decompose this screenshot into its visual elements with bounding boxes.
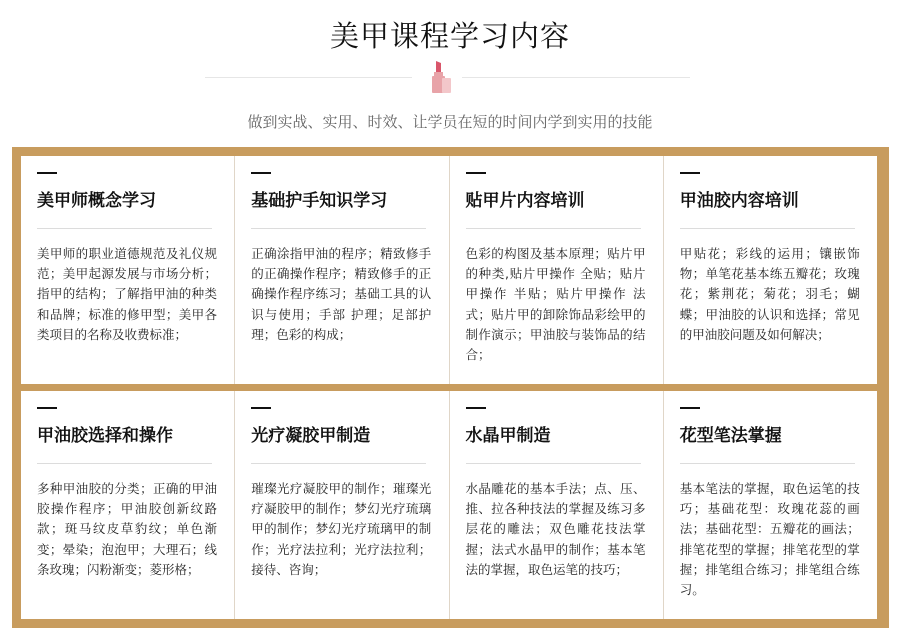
card-divider [680,463,855,464]
page-subtitle: 做到实战、实用、时效、让学员在短的时间内学到实用的技能 [247,113,653,131]
card-divider [680,228,855,229]
card-divider [37,463,212,464]
course-description: 甲贴花；彩线的运用；镶嵌饰物；单笔花基本练五瓣花；玫瑰花；紫荆花；菊花；羽毛；蝴蝶；甲油胶的认识和选择；常见的甲油胶问题及如何解决； [679,246,860,342]
course-card [664,391,877,619]
card-divider [251,228,426,229]
course-card [235,391,449,619]
dash-mark [680,407,700,409]
course-card [450,156,664,384]
course-description: 色彩的构图及基本原理；贴片甲的种类,贴片甲操作 全贴；贴片甲操作 半贴；贴片甲操作 法式；贴片甲的卸除饰品彩绘甲的制作演示；甲油胶与装饰品的结合； [465,246,646,363]
course-title: 甲油胶选择和操作 [37,426,173,446]
course-description: 正确涂指甲油的程序；精致修手的正确操作程序；精致修手的正确操作程序练习；基础工具的认识与使用；手部 护理；足部护理；色彩的构成； [251,246,432,342]
lipstick-icon [428,60,452,94]
course-description: 美甲师的职业道德规范及礼仪规范；美甲起源发展与市场分析；指甲的结构；了解指甲油的种类和品牌；标准的修甲型；美甲各类项目的名称及收费标准； [37,246,217,342]
dash-mark [466,172,486,174]
course-card [235,156,449,384]
course-description: 水晶雕花的基本手法；点、压、推、拉各种技法的掌握及练习多层花的雕法；双色雕花技法掌握；法式水晶甲的制作；基本笔法的掌握，取色运笔的技巧； [465,481,646,577]
card-divider [466,228,641,229]
dash-mark [251,172,271,174]
divider-left [205,77,412,78]
page-title: 美甲课程学习内容 [329,19,570,53]
dash-mark [37,407,57,409]
course-description: 璀璨光疗凝胶甲的制作；璀璨光疗凝胶甲的制作；梦幻光疗琉璃甲的制作；梦幻光疗琉璃甲的制作；光疗法拉利；光疗法拉利；接待、咨询； [251,481,432,577]
card-divider [37,228,212,229]
course-card [21,391,235,619]
course-description: 基本笔法的掌握，取色运笔的技巧；基础花型：玫瑰花蕊的画法；基础花型：五瓣花的画法；排笔花型的掌握；排笔花型的掌握；排笔组合练习；排笔组合练习。 [679,481,860,598]
course-row-2 [21,391,877,619]
dash-mark [680,172,700,174]
course-card [21,156,235,384]
dash-mark [251,407,271,409]
card-divider [251,463,426,464]
course-title: 甲油胶内容培训 [679,191,799,211]
divider-right [462,77,690,78]
dash-mark [466,407,486,409]
course-title: 水晶甲制造 [465,426,551,446]
course-description: 多种甲油胶的分类；正确的甲油胶操作程序；甲油胶创新纹路款；斑马纹皮草豹纹；单色渐变；晕染；泡泡甲；大理石；线条玫瑰；闪粉渐变；菱形格； [37,481,217,577]
course-title: 光疗凝胶甲制造 [251,426,371,446]
course-row-1 [21,156,877,384]
course-title: 基础护手知识学习 [251,191,388,211]
course-title: 花型笔法掌握 [679,426,782,446]
dash-mark [37,172,57,174]
course-title: 贴甲片内容培训 [465,191,585,211]
course-title: 美甲师概念学习 [37,191,156,211]
course-card [664,156,877,384]
card-divider [466,463,641,464]
course-card [450,391,664,619]
